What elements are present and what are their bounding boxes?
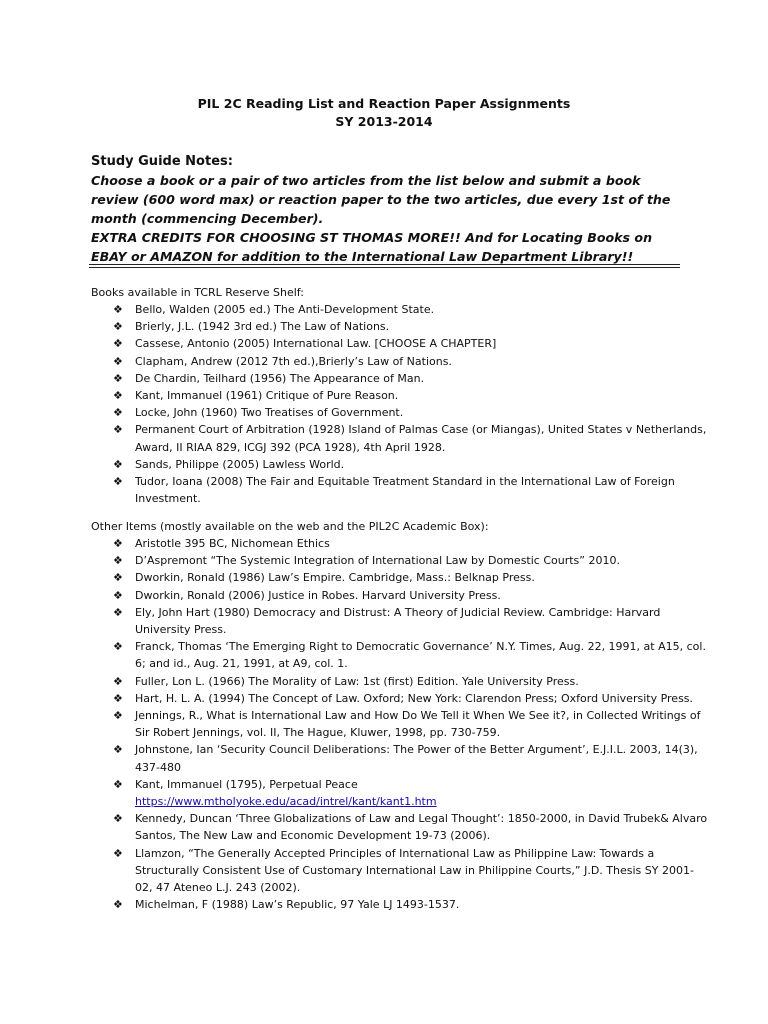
bullet-icon: ❖ — [113, 588, 123, 602]
study-guide-heading: Study Guide Notes: — [91, 154, 233, 169]
list-item: ❖ Aristotle 395 BC, Nichomean Ethics — [91, 535, 711, 552]
bullet-icon: ❖ — [113, 337, 123, 351]
list-item: ❖ Kant, Immanuel (1961) Critique of Pure Reason. — [91, 387, 711, 404]
bullet-icon: ❖ — [113, 389, 123, 403]
list-item: ❖ Brierly, J.L. (1942 3rd ed.) The Law of Nations. — [91, 318, 711, 335]
list-item: ❖ De Chardin, Teilhard (1956) The Appearance of Man. — [91, 370, 711, 387]
bullet-icon: ❖ — [113, 320, 123, 334]
list-item: ❖ Jennings, R., What is International Law and How Do We Tell it When We See it?, in Collected Writings of Sir Robert Jennings, vol. II, The Hague, Kluwer, 1998, pp. 730-759. — [113, 709, 701, 740]
study-guide-paragraph-2: EXTRA CREDITS FOR CHOOSING ST THOMAS MORE!! And for Locating Books on EBAY or AMAZON for addition to the International Law Department Library!! — [91, 230, 653, 264]
books-list — [91, 301, 711, 507]
books-section-heading: Books available in TCRL Reserve Shelf: — [91, 286, 304, 299]
bullet-icon: ❖ — [113, 898, 123, 912]
document-title — [0, 95, 768, 131]
study-guide-notes — [91, 152, 691, 266]
bullet-icon: ❖ — [113, 674, 123, 688]
list-item: ❖ Kennedy, Duncan ‘Three Globalizations of Law and Legal Thought’: 1850-2000, in David Trubek& Alvaro Santos, The New Law and Economic Development 19-73 (2006). — [113, 812, 708, 843]
list-item: ❖ Fuller, Lon L. (1966) The Morality of Law: 1st (first) Edition. Yale University Press. — [91, 673, 711, 690]
list-item: ❖ Ely, John Hart (1980) Democracy and Distrust: A Theory of Judicial Review. Cambridge: Harvard University Press. — [113, 605, 661, 637]
bullet-icon: ❖ — [113, 423, 123, 437]
list-item: ❖ Kant, Immanuel (1795), Perpetual Peace https://www.mtholyoke.edu/acad/intrel/kant/kant1.htm — [113, 777, 437, 809]
list-item: ❖ Sands, Philippe (2005) Lawless World. — [91, 456, 711, 473]
title-line-1: PIL 2C Reading List and Reaction Paper Assignments — [197, 96, 571, 111]
kant-perpetual-peace-link[interactable]: https://www.mtholyoke.edu/acad/intrel/kant/kant1.htm — [135, 795, 437, 809]
bullet-icon: ❖ — [113, 406, 123, 420]
list-item: ❖ Locke, John (1960) Two Treatises of Government. — [91, 404, 711, 421]
other-items-section — [91, 518, 711, 913]
list-item: ❖ Johnstone, Ian ‘Security Council Deliberations: The Power of the Better Argument’, E.J.I.L. 2003, 14(3), 437-480 — [113, 743, 698, 774]
list-item: ❖ D’Aspremont “The Systemic Integration of International Law by Domestic Courts” 2010. — [91, 552, 711, 569]
list-item: ❖ Permanent Court of Arbitration (1928) Island of Palmas Case (or Miangas), United States v Netherlands, Award, II RIAA 829, ICGJ 392 (PCA 1928), 4th April 1928. — [113, 423, 707, 454]
list-item: ❖ Clapham, Andrew (2012 7th ed.),Brierly’s Law of Nations. — [91, 353, 711, 370]
bullet-icon: ❖ — [113, 777, 123, 791]
bullet-icon: ❖ — [113, 537, 123, 550]
list-item: ❖ Dworkin, Ronald (2006) Justice in Robes. Harvard University Press. — [91, 587, 711, 604]
books-section — [91, 284, 711, 507]
bullet-icon: ❖ — [113, 303, 123, 316]
title-line-2: SY 2013-2014 — [335, 114, 433, 129]
list-item: ❖ Franck, Thomas ‘The Emerging Right to Democratic Governance’ N.Y. Times, Aug. 22, 1991, at A15, col. 6; and id., Aug. 21, 1991, at A9, col. 1. — [113, 640, 706, 671]
list-item: ❖ Llamzon, “The Generally Accepted Principles of International Law as Philippine Law: Towards a Structurally Consistent Use of Customary International Law in Philippine Courts,” J.D. Thesis SY 2001-02, 47 Ateneo L.J. 243 (2002). — [113, 846, 694, 895]
other-items-heading: Other Items (mostly available on the web and the PIL2C Academic Box): — [91, 520, 489, 533]
bullet-icon: ❖ — [113, 709, 123, 723]
section-divider — [89, 264, 680, 268]
study-guide-paragraph-1: Choose a book or a pair of two articles from the list below and submit a book review (600 word max) or reaction paper to the two articles, due every 1st of the month (commencing December). — [91, 173, 671, 226]
list-item: ❖ Bello, Walden (2005 ed.) The Anti-Development State. — [91, 301, 711, 318]
list-item: ❖ Tudor, Ioana (2008) The Fair and Equitable Treatment Standard in the International Law of Foreign Investment. — [113, 475, 675, 506]
bullet-icon: ❖ — [113, 457, 123, 471]
list-item: ❖ Cassese, Antonio (2005) International Law. [CHOOSE A CHAPTER] — [91, 335, 711, 352]
bullet-icon: ❖ — [113, 354, 123, 368]
bullet-icon: ❖ — [113, 846, 123, 860]
bullet-icon: ❖ — [113, 812, 123, 826]
bullet-icon: ❖ — [113, 475, 123, 489]
bullet-icon: ❖ — [113, 605, 123, 619]
list-item: ❖ Hart, H. L. A. (1994) The Concept of Law. Oxford; New York: Clarendon Press; Oxford University Press. — [91, 690, 711, 707]
other-items-list — [91, 535, 711, 913]
bullet-icon: ❖ — [113, 691, 123, 705]
bullet-icon: ❖ — [113, 743, 123, 757]
bullet-icon: ❖ — [113, 371, 123, 385]
list-item: ❖ Michelman, F (1988) Law’s Republic, 97 Yale LJ 1493-1537. — [91, 896, 711, 913]
bullet-icon: ❖ — [113, 640, 123, 654]
bullet-icon: ❖ — [113, 554, 123, 568]
list-item: ❖ Dworkin, Ronald (1986) Law’s Empire. Cambridge, Mass.: Belknap Press. — [91, 569, 711, 586]
bullet-icon: ❖ — [113, 571, 123, 585]
